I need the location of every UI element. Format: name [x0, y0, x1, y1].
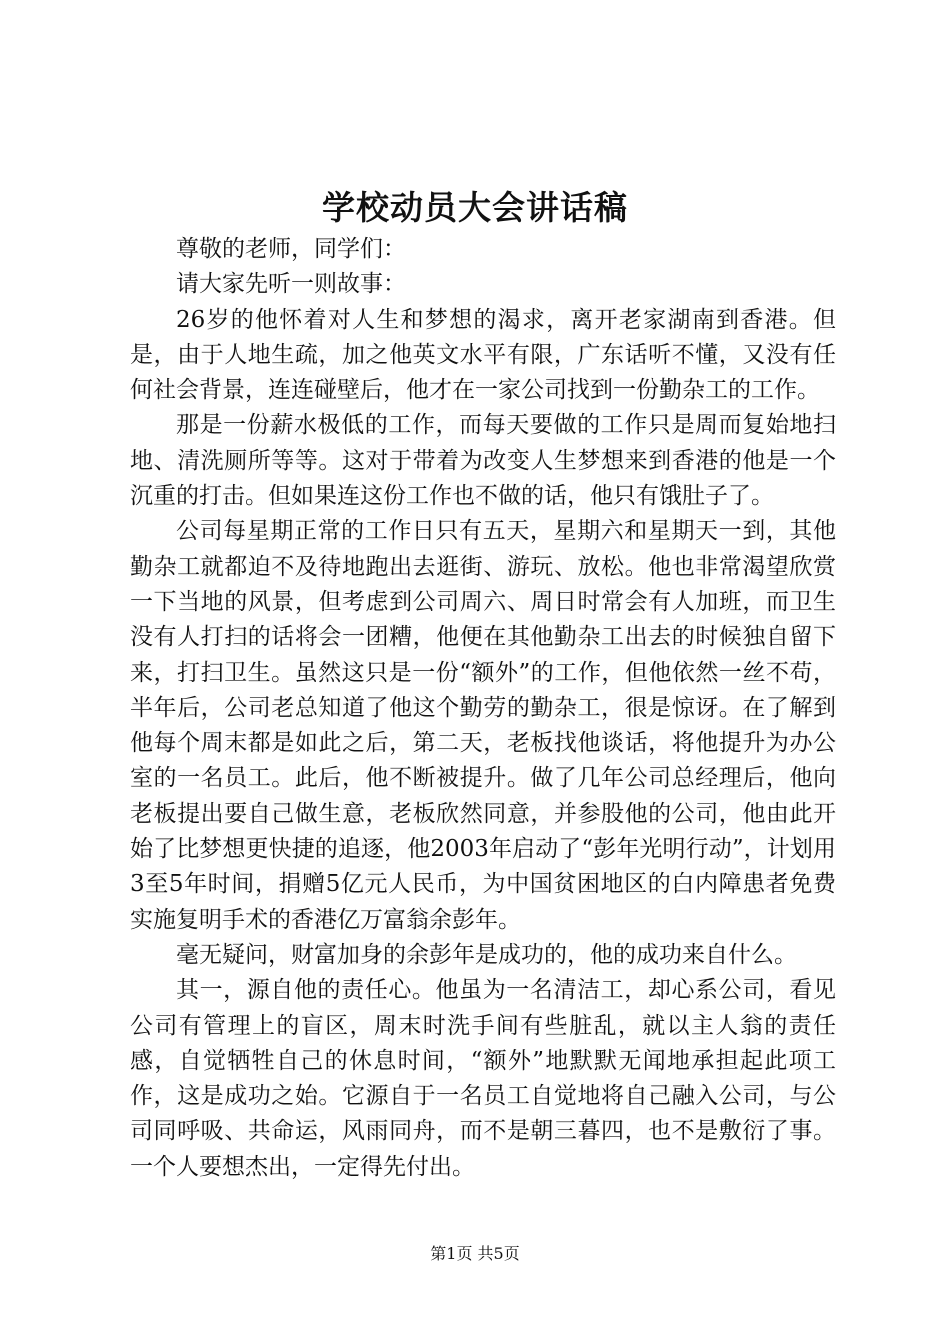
document-body: [130, 232, 836, 1185]
document-title: 学校动员大会讲话稿: [322, 188, 628, 227]
page-footer: 第1页 共5页: [430, 1244, 520, 1263]
paragraph-story-2: 那是一份薪水极低的工作，而每天要做的工作只是周而复始地扫地、清洗厕所等等。这对于带着为改变人生梦想来到香港的他是一个沉重的打击。但如果连这份工作也不做的话，他只有饿肚子了。: [130, 412, 836, 510]
paragraph-question: 毫无疑问，财富加身的余彭年是成功的，他的成功来自什么。: [176, 941, 797, 968]
paragraph-point-1: 其一，源自他的责任心。他虽为一名清洁工，却心系公司，看见公司有管理上的盲区，周末时洗手间有些脏乱，就以主人翁的责任感，自觉牺牲自己的休息时间，“额外”地默默无闻地承担起此项工作，这是成功之始。它源自于一名员工自觉地将自己融入公司，与公司同呼吸、共命运，风雨同舟，而不是朝三暮四，也不是敷衍了事。一个人要想杰出，一定得先付出。: [130, 977, 836, 1180]
paragraph-intro: 请大家先听一则故事：: [176, 271, 406, 298]
paragraph-greeting: 尊敬的老师，同学们：: [176, 236, 406, 262]
paragraph-story-1: 26岁的他怀着对人生和梦想的渴求，离开老家湖南到香港。但是，由于人地生疏，加之他英文水平有限，广东话听不懂，又没有任何社会背景，连连碰壁后，他才在一家公司找到一份勤杂工的工作。: [130, 306, 836, 404]
paragraph-story-3: 公司每星期正常的工作日只有五天，星期六和星期天一到，其他勤杂工就都迫不及待地跑出去逛街、游玩、放松。他也非常渴望欣赏一下当地的风景，但考虑到公司周六、周日时常会有人加班，而卫生没有人打扫的话将会一团糟，他便在其他勤杂工出去的时候独自留下来，打扫卫生。虽然这只是一份“额外”的工作，但他依然一丝不苟，半年后，公司老总知道了他这个勤劳的勤杂工，很是惊讶。在了解到他每个周末都是如此之后，第二天，老板找他谈话，将他提升为办公室的一名员工。此后，他不断被提升。做了几年公司总经理后，他向老板提出要自己做生意，老板欣然同意，并参股他的公司，他由此开始了比梦想更快捷的追逐，他2003年启动了“彭年光明行动”，计划用3至5年时间，捐赠5亿元人民币，为中国贫困地区的白内障患者免费实施复明手术的香港亿万富翁余彭年。: [130, 518, 836, 933]
